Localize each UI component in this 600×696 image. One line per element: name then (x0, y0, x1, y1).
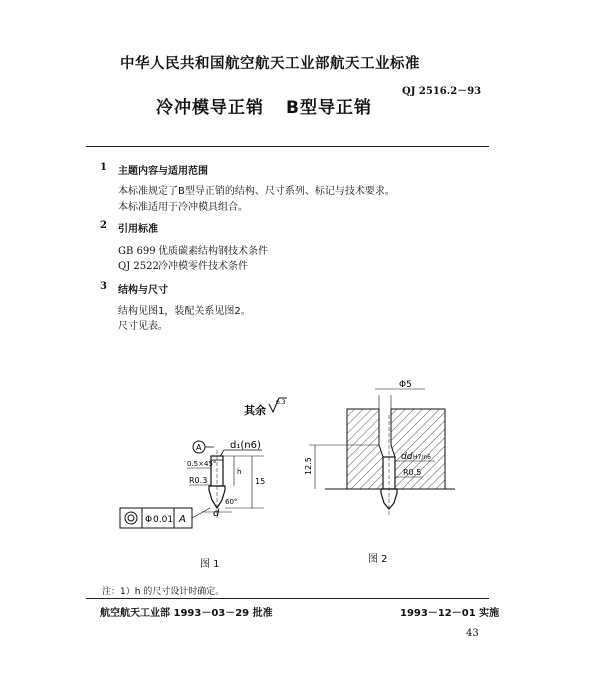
tolerance-phi-symbol: Φ (145, 515, 153, 525)
reference-name: 优质碳素结构钢技术条件 (158, 246, 268, 257)
document-title (156, 93, 372, 118)
section-3-line-2: 尺寸见表。 (118, 321, 168, 332)
h-label: h (237, 468, 242, 476)
tolerance-value: 0.01 (153, 515, 174, 525)
standard-number: QJ 2516.2－93 (402, 86, 482, 97)
section-1-line-2: 本标准适用于冷冲模具组合。 (118, 202, 248, 213)
reference-code: QJ 2522 (118, 261, 159, 272)
section-3-line-1: 结构见图1，装配关系见图2。 (118, 306, 251, 317)
page-number: 43 (466, 628, 479, 639)
height-label: 12.5 (304, 457, 313, 475)
section-3-title: 结构与尺寸 (118, 285, 168, 296)
reference-code: GB 699 (118, 246, 156, 257)
phi-label: Φ5 (399, 380, 412, 390)
reference-name: 冷冲模零件技术条件 (158, 261, 248, 272)
section-1-title: 主题内容与适用范围 (118, 166, 208, 177)
reference-row-1 (118, 242, 268, 257)
tolerance-leader (192, 508, 210, 518)
header-rule (86, 146, 489, 147)
d-label: d (213, 508, 220, 519)
section-2-title: 引用标准 (118, 224, 158, 235)
title-main: 冷冲模导正销 (156, 98, 264, 118)
figure-1-caption: 图 1 (200, 559, 220, 570)
title-sub: B型导正销 (286, 98, 372, 118)
l-label: 15 (255, 477, 266, 486)
section-1-line-1: 本标准规定了B型导正销的结构、尺寸系列、标记与技术要求。 (118, 186, 395, 197)
reference-row-2 (118, 257, 248, 272)
approval-date: 航空航天工业部 1993－03－29 批准 (100, 608, 273, 619)
radius-label: R0.3 (189, 476, 208, 485)
organization-name: 中华人民共和国航空航天工业部航天工业标准 (120, 56, 420, 72)
figure-2-drawing (295, 375, 465, 525)
angle-label: 60° (225, 498, 238, 506)
chamfer-label: 0.5×45° (187, 460, 217, 468)
die-block-left (347, 409, 383, 489)
figure-1-drawing (112, 390, 292, 540)
assembly-radius-label: R0.5 (403, 468, 422, 477)
figure-2-caption: 图 2 (368, 554, 388, 565)
implementation-date: 1993－12－01 实施 (400, 608, 500, 619)
fit-label: H7/n6 (413, 454, 431, 461)
footnote: 注：1）h 的尺寸设计时确定。 (102, 587, 225, 597)
section-2-number: 2 (100, 220, 107, 231)
d1-label: d₁(n6) (230, 440, 261, 451)
tolerance-datum: A (179, 514, 186, 525)
surface-roughness-value: 6.3 (276, 399, 286, 406)
footer-rule (86, 598, 489, 599)
section-3-number: 3 (100, 281, 107, 292)
surface-mark-label: 其余 (244, 404, 266, 417)
dd-label: dd (401, 452, 413, 462)
datum-a-letter: A (196, 443, 202, 452)
section-1-number: 1 (100, 162, 107, 173)
